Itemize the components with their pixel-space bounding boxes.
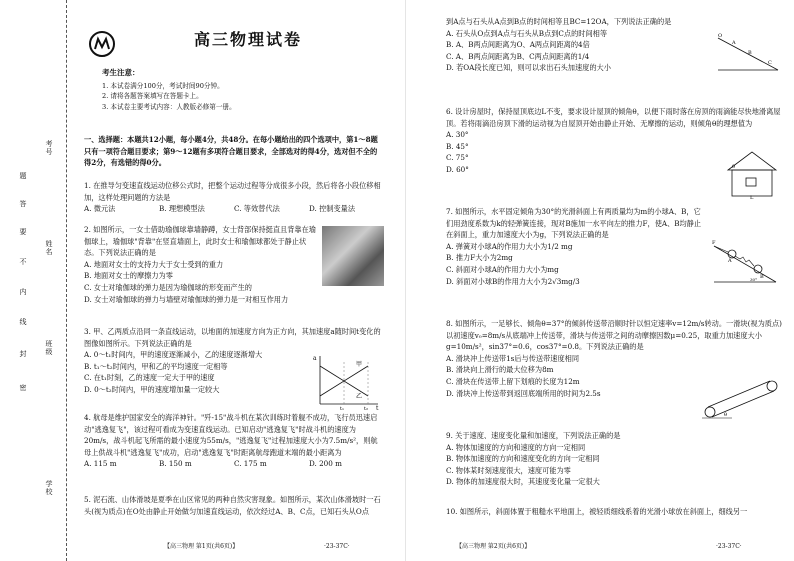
question-options xyxy=(84,458,384,470)
margin-label-ti: 题 xyxy=(19,172,27,180)
question-5-cont xyxy=(446,16,712,74)
question-stem: 5. 泥石流、山体滑坡是夏季在山区常见的两种自然灾害现象。如图所示，某次山体滑坡时一石头(视为质点)在O处由静止开始做匀加速直线运动，依次经过A、B、C点，已知石头从O点 xyxy=(84,495,381,516)
option: D. 斜面对小球B的作用力大小为2√3mg/3 xyxy=(446,276,580,286)
question-10 xyxy=(446,506,782,518)
option: A. 30° xyxy=(446,130,469,140)
question-stem: 到A点与石头从A点到B点的时间相等且BC=12OA，下列说法正确的是 xyxy=(446,17,672,26)
q5-point-b: B xyxy=(748,50,752,56)
q7-force-f: F xyxy=(712,240,716,246)
option: A. 弹簧对小球A的作用力大小为1/2 mg xyxy=(446,241,573,251)
option: C. 女士对瑜伽球的弹力是因为瑜伽球的形变而产生的 xyxy=(84,282,252,292)
footer-left: 【高三物理 第1页(共6页)】 xyxy=(164,543,239,551)
q3-label-yi: 乙 xyxy=(356,393,363,400)
option: B. t₁～t₂时间内，甲和乙的平均速度一定相等 xyxy=(84,361,228,371)
q3-axis-t: t xyxy=(376,405,379,410)
option: A. 滑块冲上传送带1s后与传送带速度相同 xyxy=(446,353,580,363)
margin-label-nei: 内 xyxy=(19,288,27,296)
q5-point-a: A xyxy=(732,40,736,46)
margin-label-mi: 密 xyxy=(19,384,27,392)
q3-tick-t2: t₂ xyxy=(364,406,369,410)
column-divider xyxy=(405,0,406,561)
margin-label-yao: 要 xyxy=(19,228,27,236)
margin-label-class: 班级 xyxy=(45,340,53,356)
option: B. 推力F大小为2mg xyxy=(446,253,513,263)
option: D. 200 m xyxy=(309,459,342,469)
option: D. 滑块冲上传送带到返回底端所用的时间为2.5s xyxy=(446,388,601,398)
question-1 xyxy=(84,180,384,215)
question-stem: 10. 如图所示，斜面体置于粗糙水平地面上，被轻质细线系着的光滑小球放在斜面上，细线另一 xyxy=(446,507,748,516)
option: B. 45° xyxy=(446,141,469,151)
margin-label-da: 答 xyxy=(19,200,27,208)
option: D. 0～t₂时间内，甲的速度增加量一定较大 xyxy=(84,384,220,394)
q7-angle: 30° xyxy=(750,277,758,282)
option: A. 地面对女士的支持力大于女士受到的重力 xyxy=(84,259,224,269)
option: C. 175 m xyxy=(234,459,267,469)
option: B. 物体加速度的方向和速度变化的方向一定相同 xyxy=(446,454,600,464)
publisher-logo-icon xyxy=(88,30,116,58)
q3-tick-t1: t₁ xyxy=(340,406,345,410)
margin-label-xian: 线 xyxy=(19,318,27,326)
section-intro: 一、选择题：本题共12小题，每小题4分，共48分。在每小题给出的四个选项中，第1～8题只有一项符合题目要求；第9～12题有多项符合题目要求，全部选对的得4分，选对但不全的得2分，有选错的得0分。 xyxy=(84,135,378,168)
left-column xyxy=(84,0,384,561)
q6-angle-theta: θ xyxy=(732,164,736,170)
option: C. A、B两点间距离为B、C两点间距离的1/4 xyxy=(446,51,590,61)
option: B. A、B两点间距离为O、A两点间距离的4倍 xyxy=(446,40,590,50)
question-options xyxy=(84,203,384,215)
question-stem: 6. 设计房屋时，保持屋顶底边L不变，要求设计屋顶的倾角θ，以便下雨时落在房顶的雨滴能尽快地滑离屋顶。若将雨滴沿房顶下滑的运动视为自屋顶开始由静止开始、无摩擦的运动，则倾角θ的理想值为 xyxy=(446,107,781,128)
q6-base-l: L xyxy=(750,195,754,200)
question-4 xyxy=(84,412,384,470)
option: B. 地面对女士的摩擦力为零 xyxy=(84,271,173,281)
q7-ball-a: A xyxy=(728,258,732,264)
footer-right: 【高三物理 第2页(共6页)】 xyxy=(456,543,531,551)
option: D. 若OA段长度已知，则可以求出石头加速度的大小 xyxy=(446,63,611,73)
margin-label-kaohao: 考号 xyxy=(45,140,53,156)
question-6 xyxy=(446,106,781,176)
yoga-ball-photo xyxy=(322,226,384,286)
option: D. 物体的加速度很大时，其速度变化量一定很大 xyxy=(446,477,600,487)
option: D. 控制变量法 xyxy=(309,204,356,214)
question-5 xyxy=(84,494,384,517)
q7-incline-figure xyxy=(710,236,782,288)
option: B. 150 m xyxy=(159,459,192,469)
header xyxy=(84,32,384,64)
q3-axis-a: a xyxy=(313,355,317,362)
margin-label-school: 学校 xyxy=(45,480,53,496)
q8-conveyor-figure xyxy=(702,378,782,420)
question-2 xyxy=(84,224,320,305)
margin-label-bu: 不 xyxy=(19,258,27,266)
right-column xyxy=(446,0,782,561)
option: C. 等效替代法 xyxy=(234,204,280,214)
q6-house-figure xyxy=(724,148,780,200)
notes-item: 2. 请将各题答案填写在答题卡上。 xyxy=(102,92,203,100)
notes-heading: 考生注意： xyxy=(102,68,140,77)
option: A. 115 m xyxy=(84,459,117,469)
notes-item: 1. 本试卷满分100分，考试时间90分钟。 xyxy=(102,81,224,90)
option: A. 石头从O点到A点与石头从B点到C点的时间相等 xyxy=(446,28,608,38)
question-stem: 8. 如图所示，一足够长、倾角θ=37°的倾斜传送带沿顺时针以恒定速率v=12m/s转动。一滑块(视为质点)以初速度v₀=8m/s从底端冲上传送带，滑块与传送带之间的动摩擦因数μ=0.25，取重力加速度大小g=10m/s²，sin37°=0.6，cos37°=0.8。下列说法正确的是 xyxy=(446,319,782,352)
option: B. 理想模型法 xyxy=(159,204,205,214)
option: C. 在t₁时刻，乙的速度一定大于甲的速度 xyxy=(84,373,215,383)
q3-label-jia: 甲 xyxy=(356,361,363,368)
q5-slope-figure xyxy=(716,32,782,76)
exam-notes xyxy=(102,68,372,112)
footer-left-code: ·23-37C· xyxy=(324,543,350,551)
question-stem: 9. 关于速度、速度变化量和加速度，下列说法正确的是 xyxy=(446,431,621,440)
option: C. 斜面对小球A的作用力大小为mg xyxy=(446,264,559,274)
question-stem: 3. 甲、乙两质点沿同一条直线运动，以地面的加速度方向为正方向，其加速度a随时间t变化的图像如图所示。下列说法正确的是 xyxy=(84,327,381,348)
binding-margin xyxy=(0,0,67,561)
option: A. 物体加速度的方向和速度的方向一定相同 xyxy=(446,442,586,452)
option: D. 女士对瑜伽球的弹力与墙壁对瑜伽球的弹力是一对相互作用力 xyxy=(84,294,289,304)
question-9 xyxy=(446,430,782,488)
margin-label-feng: 封 xyxy=(19,350,27,358)
option: D. 60° xyxy=(446,164,469,174)
question-stem: 2. 如图所示，一女士借助瑜伽球靠墙静蹲，女士背部保持挺直且背靠在瑜伽球上，瑜伽球"背靠"在竖直墙面上，此时女士和瑜伽球都处于静止状态。下列说法正确的是 xyxy=(84,225,316,258)
question-stem: 1. 在推导匀变速直线运动位移公式时，把整个运动过程等分成很多小段，然后将各小段位移相加，这样处理问题的方法是 xyxy=(84,181,381,202)
option: A. 微元法 xyxy=(84,204,116,214)
q5-point-c: C xyxy=(768,60,772,66)
option: C. 75° xyxy=(446,153,469,163)
footer-right-code: ·23-37C· xyxy=(716,543,742,551)
question-stem: 4. 航母是维护国家安全的海洋神针。"歼-15"战斗机在某次训练时着舰不成功，飞行员迅速启动"逃逸复飞"，该过程可看成为变速直线运动。已知启动"逃逸复飞"时战斗机的速度为20m/s，战斗机起飞所需的最小速度为55m/s，"逃逸复飞"过程加速度大小为7.5m/s²，则航母上供战斗机"逃逸复飞"成功，启动"逃逸复飞"时距离航母跑道末端的最小距离为 xyxy=(84,413,378,457)
option: C. 物体某时刻速度很大，速度可能为零 xyxy=(446,465,571,475)
option: C. 滑块在传送带上留下划痕的长度为12m xyxy=(446,376,580,386)
question-stem: 7. 如图所示，水平固定倾角为30°的光滑斜面上有两质量均为m的小球A、B，它们用劲度系数为k的轻弹簧连接，现对B施加一水平向左的推力F，使A、B均静止在斜面上，重力加速度大小为g，下列说法正确的是 xyxy=(446,207,702,240)
q8-angle-theta: θ xyxy=(724,412,728,418)
q3-graph xyxy=(312,352,382,410)
option: A. 0～t₁时间内，甲的速度逐渐减小，乙的速度逐渐增大 xyxy=(84,350,263,360)
q5-point-o: O xyxy=(718,33,723,39)
notes-item: 3. 本试卷主要考试内容：人教版必修第一册。 xyxy=(102,102,236,111)
q7-ball-b: B xyxy=(760,274,764,280)
page-title: 高三物理试卷 xyxy=(194,30,303,49)
margin-label-name: 姓名 xyxy=(45,240,53,256)
option: B. 滑块向上滑行的最大位移为8m xyxy=(446,365,554,375)
